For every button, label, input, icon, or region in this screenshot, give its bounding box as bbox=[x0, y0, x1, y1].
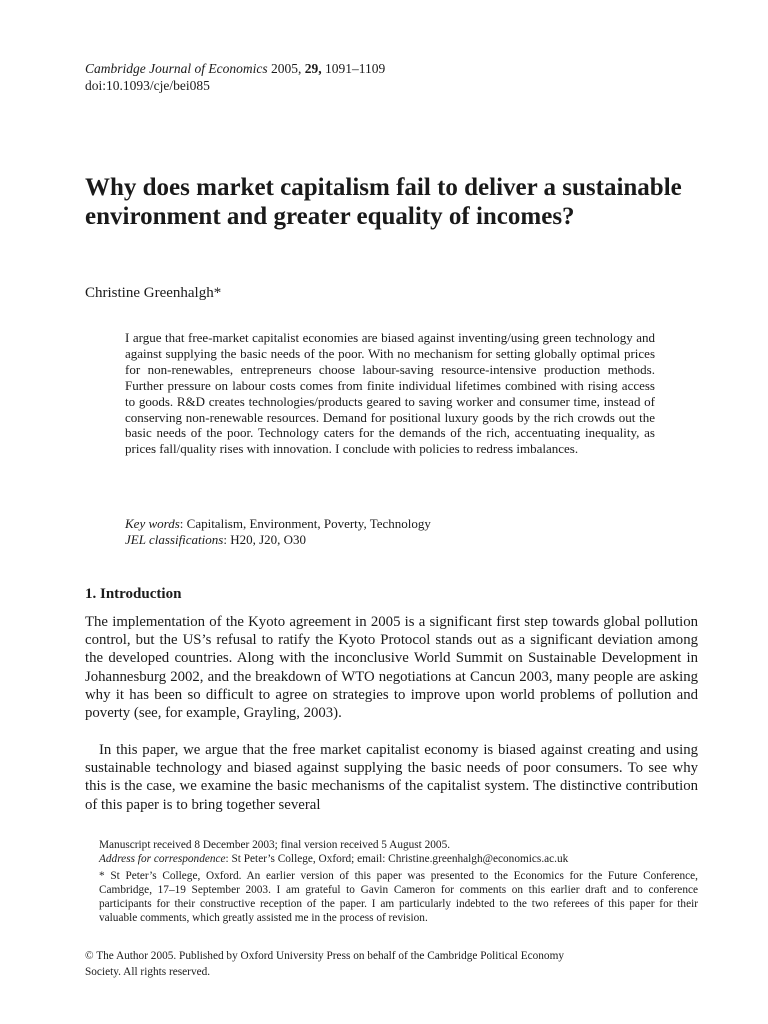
keywords-value: : Capitalism, Environment, Poverty, Technology bbox=[179, 516, 431, 531]
journal-doi: doi:10.1093/cje/bei085 bbox=[85, 78, 210, 93]
journal-line bbox=[85, 60, 385, 77]
footnotes bbox=[85, 839, 698, 925]
address-value: : St Peter’s College, Oxford; email: Christine.greenhalgh@economics.ac.uk bbox=[225, 852, 569, 865]
paper-title: Why does market capitalism fail to deliver a sustainable environment and greater equality of incomes? bbox=[85, 174, 682, 230]
intro-paragraph-2: In this paper, we argue that the free market capitalist economy is biased against creating and using sustainable technology and biased against supplying the basic needs of poor consumers. To see why this is the case, we examine the basic mechanisms of the capitalist system. The distinctive contribution of this paper is to bring together several bbox=[85, 742, 698, 813]
intro-paragraph-1: The implementation of the Kyoto agreement in 2005 is a significant first step towards global pollution control, but the US’s refusal to ratify the Kyoto Protocol stands out as a significant deviation among the developed countries. Along with the inconclusive World Summit on Sustainable Development in Johannesburg 2002, and the breakdown of WTO negotiations at Cancun 2003, many people are asking why it has been so difficult to agree on strategies to improve upon world problems of pollution and poverty (see, for example, Grayling, 2003). bbox=[85, 614, 698, 722]
jel-line bbox=[125, 532, 431, 548]
jel-label: JEL classifications bbox=[125, 531, 224, 547]
journal-pages: 1091–1109 bbox=[324, 61, 386, 76]
section-heading: 1. Introduction bbox=[85, 586, 182, 602]
copyright-notice bbox=[85, 948, 698, 980]
journal-year: 2005, bbox=[270, 61, 302, 76]
correspondence-address bbox=[85, 853, 698, 867]
journal-name: Cambridge Journal of Economics bbox=[85, 61, 268, 76]
address-label: Address for correspondence bbox=[99, 852, 226, 865]
keywords-block bbox=[125, 516, 431, 548]
author-name: Christine Greenhalgh* bbox=[85, 285, 222, 301]
abstract: I argue that free-market capitalist economies are biased against inventing/using green technology and against supplying the basic needs of the poor. With no mechanism for setting globally optimal prices for non-renewables, entrepreneurs choose labour-saving resource-intensive production methods. Further pressure on labour costs comes from finite individual lifetimes combined with rising access to goods. R&D creates technologies/products geared to saving worker and consumer time, instead of conserving non-renewable resources. Demand for positional luxury goods by the rich crowds out the basic needs of the poor. Technology caters for the demands of the rich, accentuating inequality, as prices fall/quality rises with innovation. I conclude with policies to redress imbalances. bbox=[125, 330, 655, 457]
journal-volume: 29, bbox=[304, 61, 322, 76]
author-footnote: * St Peter’s College, Oxford. An earlier version of this paper was presented to the Economics for the Future Conference, Cambridge, 17–19 September 2003. I am grateful to Gavin Cameron for comments on this earlier draft and to conference participants for their constructive reception of the paper. I am particularly indebted to the two referees of this paper for their valuable comments, which greatly assisted me in the process of revision. bbox=[99, 869, 698, 924]
keywords-label: Key words bbox=[125, 516, 180, 531]
copyright-line-1: © The Author 2005. Published by Oxford University Press on behalf of the Cambridge Political Economy bbox=[85, 950, 565, 962]
journal-citation bbox=[85, 60, 385, 94]
manuscript-received-note: Manuscript received 8 December 2003; final version received 5 August 2005. bbox=[99, 839, 451, 851]
jel-value: : H20, J20, O30 bbox=[223, 531, 307, 547]
keywords-line bbox=[125, 516, 431, 532]
copyright-line-2: Society. All rights reserved. bbox=[85, 966, 211, 978]
